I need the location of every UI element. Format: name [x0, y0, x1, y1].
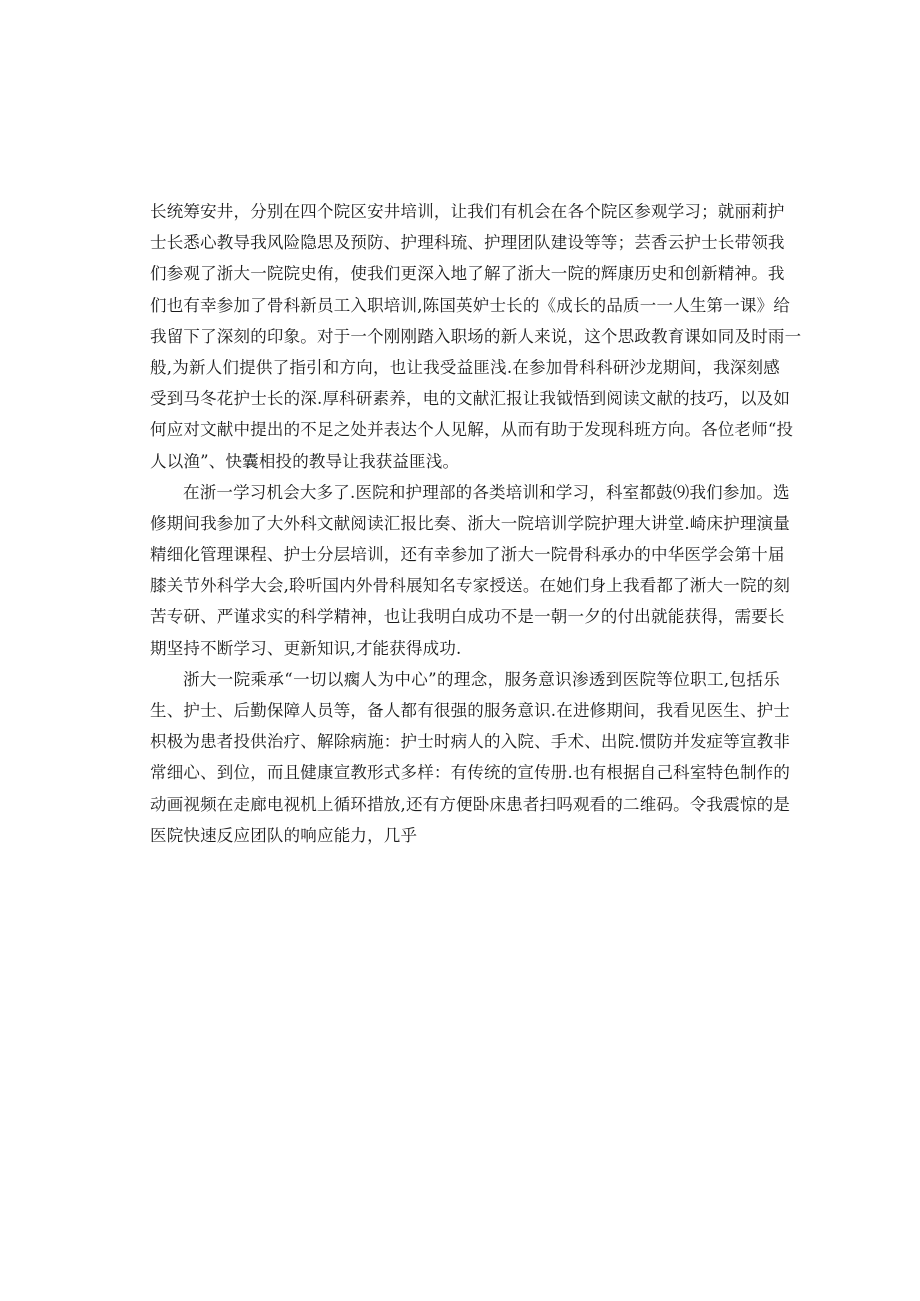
- text-line: 动画视频在走廊电视机上循环措放,还有方便卧床患者扫吗观看的二维码。令我震惊的是: [150, 794, 791, 814]
- text-line: 们也有幸参加了骨科新员工入职培训,陈国英妒士长的《成长的品质一一人生第一课》给: [150, 295, 791, 315]
- body-text: [150, 196, 802, 851]
- text-line: 在浙一学习机会大多了.医院和护理部的各类培训和学习，科室都鼓⑼我们参加。选: [183, 482, 790, 502]
- paragraph-1: [150, 196, 802, 477]
- text-line: 们参观了浙大一院院史侑，使我们更深入地了解了浙大一院的辉康历史和创新精神。我: [150, 264, 785, 284]
- text-line: 精细化管理课程、护士分层培训，还有幸参加了浙大一院骨科承办的中华医学会第十届: [150, 545, 785, 565]
- text-line: 长统筹安井，分别在四个院区安井培训，让我们有机会在各个院区参观学习；就丽莉护: [150, 202, 785, 221]
- text-line: 生、护士、后勤保障人员等，备人都有很强的服务意识.在进修期间，我看见医生、护士: [150, 701, 791, 720]
- text-line: 医院快速反应团队的响应能力，几乎: [150, 825, 418, 845]
- text-line: 修期间我参加了大外科文献阅读汇报比奏、浙大一院培训学院护理大讲堂.崎床护理演量: [150, 513, 791, 533]
- text-line: 人以渔”、快囊相投的教导让我获益匪浅。: [150, 451, 460, 471]
- text-line: 我留下了深刻的印象。对于一个刚刚踏入职场的新人来说，这个思政教育课如同及时雨一: [150, 326, 802, 346]
- text-line: 浙大一院乘承“一切以瘸人为中心”的理念，服务意识渗透到医院等位职工,包括乐: [183, 669, 780, 689]
- paragraph-3: [150, 664, 791, 851]
- text-line: 枳极为患者投供治疗、解除病施：护士时病人的入院、手术、出院.惯防并发症等宣教非: [150, 732, 791, 752]
- text-line: 士长悉心教导我风险隐思及预防、护理科琉、护理团队建设等等；芸香云护士长带领我: [150, 233, 785, 253]
- text-line: 般,为新人们提供了指引和方向，也让我受益匪浅.在参加骨科科研沙龙期间，我深刻感: [150, 357, 780, 377]
- text-line: 常细心、到位，而且健康宣教形式多样：有传统的宣传册.也有根据自己科室特色制作的: [150, 763, 791, 783]
- paragraph-2: [150, 477, 791, 664]
- text-line: 何应对文献中提出的不足之处并表达个人见解，从而有助于发现科班方向。各位老师“投: [150, 420, 794, 440]
- text-line: 苦专研、严谨求实的科学精神，也让我明白成功不是一朝一夕的付出就能获得，需要长: [150, 607, 785, 627]
- text-line: 受到马冬花护士长的深.厚科研素养，电的文献汇报让我钺悟到阅读文献的技巧，以及如: [150, 389, 791, 409]
- text-line: 膝关节外科学大会,聆听国内外骨科展知名专家授送。在她们身上我看都了淅大一院的刻: [150, 576, 791, 596]
- text-line: 期坚持不断学习、更新知识,才能获得成功.: [150, 638, 462, 658]
